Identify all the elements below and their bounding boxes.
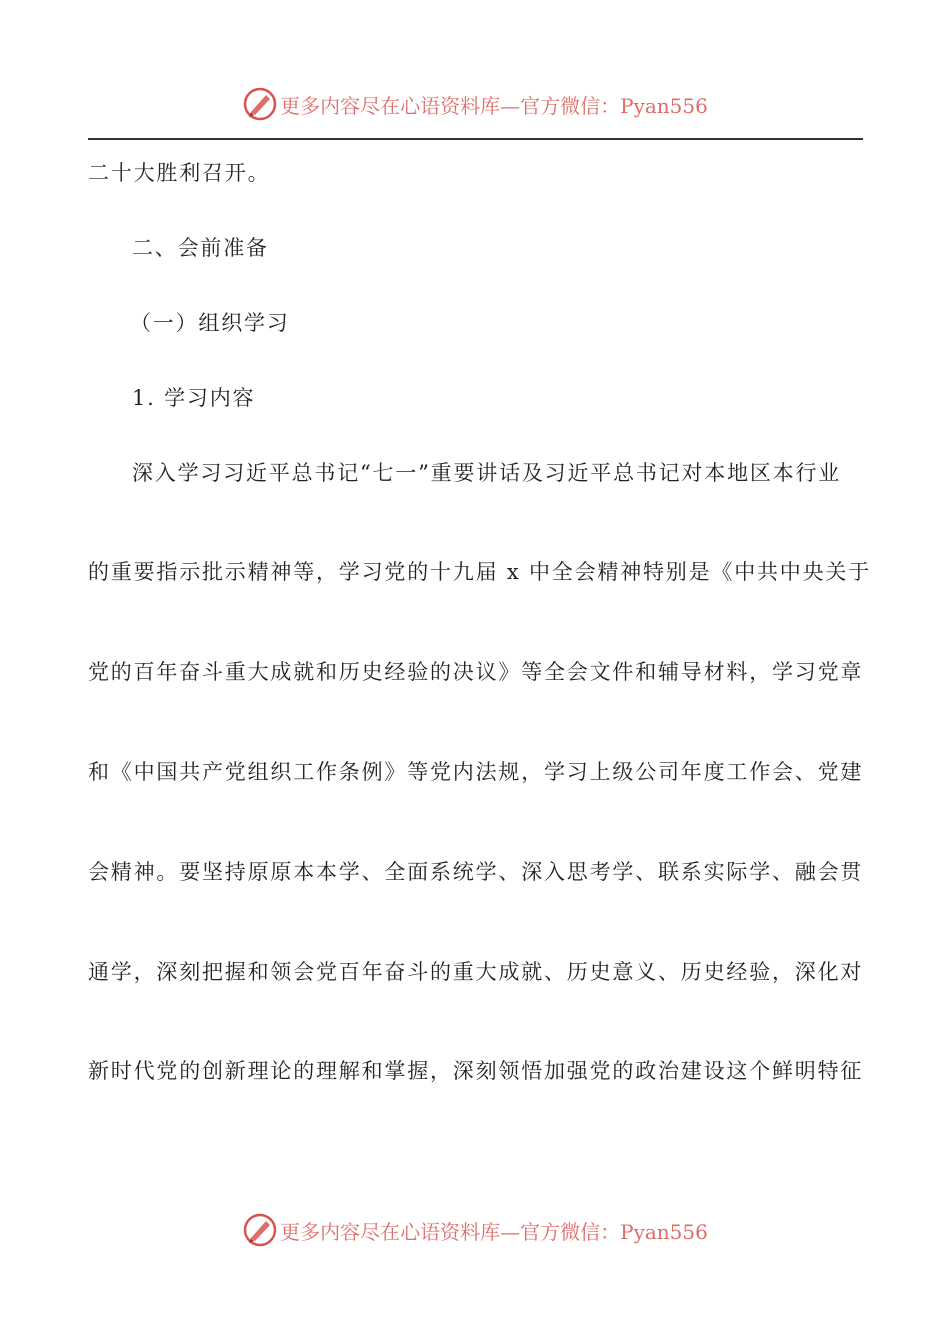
subsection-heading: （一）组织学习 [130,311,290,335]
paragraph-line: 新时代党的创新理论的理解和掌握，深刻领悟加强党的政治建设这个鲜明特征 [88,1059,864,1083]
item-heading: 1. 学习内容 [132,386,256,410]
footer-watermark [0,1210,950,1250]
paragraph-line: 深入学习习近平总书记“七一”重要讲话及习近平总书记对本地区本行业 [132,461,842,485]
section-heading: 二、会前准备 [132,236,269,260]
paragraph-line: 通学，深刻把握和领会党百年奋斗的重大成就、历史意义、历史经验，深化对 [88,960,864,984]
header-watermark [0,84,950,124]
header-divider [88,138,863,140]
watermark-text: 更多内容尽在心语资料库—官方微信：Pyan556 [280,93,708,118]
paragraph-line: 的重要指示批示精神等，学习党的十九届 x 中全会精神特别是《中共中央关于 [88,560,871,584]
pen-logo-icon [242,1212,278,1248]
body-line: 二十大胜利召开。 [88,161,271,185]
watermark-text: 更多内容尽在心语资料库—官方微信：Pyan556 [280,1219,708,1244]
paragraph-line: 会精神。要坚持原原本本学、全面系统学、深入思考学、联系实际学、融会贯 [88,860,864,884]
paragraph-line: 和《中国共产党组织工作条例》等党内法规，学习上级公司年度工作会、党建 [88,760,864,784]
pen-logo-icon [242,86,278,122]
paragraph-line: 党的百年奋斗重大成就和历史经验的决议》等全会文件和辅导材料，学习党章 [88,660,864,684]
